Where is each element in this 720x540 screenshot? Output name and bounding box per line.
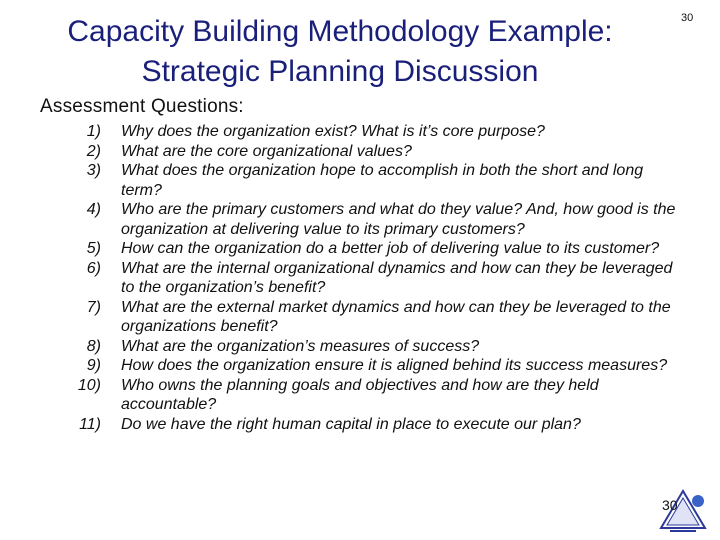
question-number: 6) — [86, 259, 101, 277]
question-text: Who are the primary customers and what do they value? And, how good is the organization at delivering value to its primary customers? — [121, 201, 676, 238]
question-number: 7) — [86, 298, 101, 316]
question-text: Why does the organization exist? What is it’s core purpose? — [121, 123, 545, 140]
question-text: What are the external market dynamics and how can they be leveraged to the organizations benefit? — [121, 298, 671, 335]
question-number: 3) — [86, 162, 101, 179]
question-item — [0, 376, 681, 415]
question-number: 9) — [86, 357, 101, 374]
question-item — [0, 161, 681, 200]
question-item — [0, 142, 681, 162]
question-number: 10) — [77, 376, 101, 394]
question-item — [0, 298, 681, 337]
question-number: 8) — [86, 337, 101, 355]
slide-title-line-1: Capacity Building Methodology Example: — [67, 15, 613, 48]
question-item — [0, 239, 681, 259]
question-number: 2) — [86, 142, 101, 160]
slide-title-line-2: Strategic Planning Discussion — [141, 55, 539, 88]
question-text: Who owns the planning goals and objectives and how are they held accountable? — [121, 376, 599, 413]
section-heading: Assessment Questions: — [40, 96, 244, 117]
question-text: What are the organization’s measures of success? — [121, 337, 480, 355]
question-item — [0, 356, 681, 376]
question-item — [0, 337, 681, 357]
question-text: How can the organization do a better job of delivering value to its customer? — [121, 240, 660, 257]
question-number: 1) — [86, 123, 101, 140]
question-text: What does the organization hope to accomplish in both the short and long term? — [121, 162, 644, 199]
question-text: What are the core organizational values? — [121, 142, 412, 160]
question-number: 4) — [86, 201, 101, 218]
question-text: Do we have the right human capital in place to execute our plan? — [121, 415, 581, 433]
question-number: 5) — [86, 240, 101, 257]
question-list — [0, 122, 720, 434]
slide-title — [30, 12, 650, 92]
question-item — [0, 415, 681, 435]
question-number: 11) — [79, 415, 101, 433]
question-text: How does the organization ensure it is aligned behind its success measures? — [121, 357, 668, 374]
question-item — [0, 200, 681, 239]
question-item — [0, 259, 681, 298]
question-text: What are the internal organizational dynamics and how can they be leveraged to the organization’s benefit? — [121, 259, 673, 296]
question-item — [0, 122, 681, 142]
logo-page-number: 30 — [662, 497, 678, 513]
page-number: 30 — [681, 12, 694, 24]
